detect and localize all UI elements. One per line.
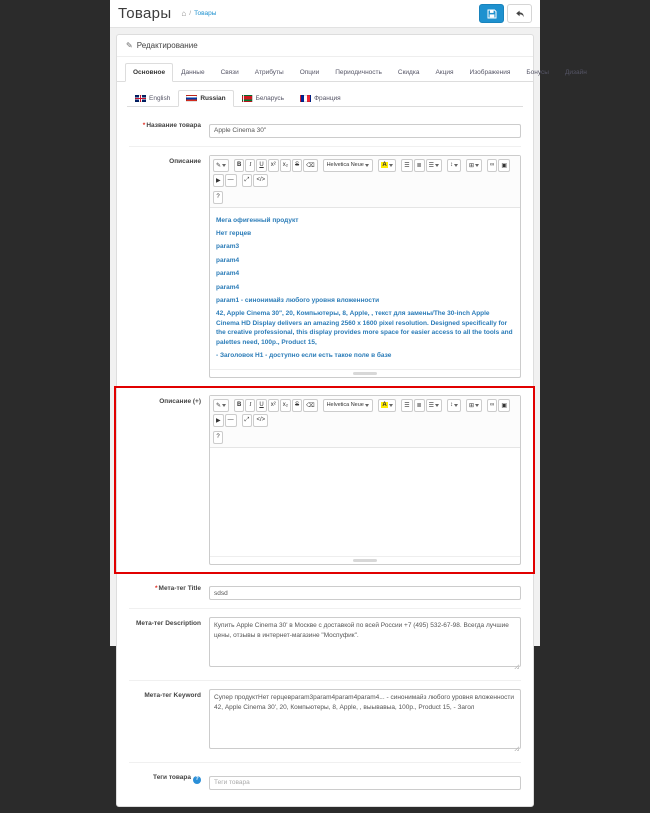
meta-title-input[interactable] (209, 586, 521, 600)
caret-down-icon (365, 164, 369, 167)
caret-down-icon (475, 164, 479, 167)
paragraph-align-icon[interactable]: ☰ (426, 159, 442, 172)
lang-tab-france[interactable]: Франция (292, 90, 349, 107)
reply-icon (515, 9, 525, 19)
italic-icon[interactable]: I (245, 399, 255, 412)
font-color-icon[interactable]: A (378, 159, 396, 172)
eraser-icon[interactable]: ⌫ (303, 399, 317, 412)
help-icon[interactable]: ? (213, 191, 223, 204)
caret-down-icon (475, 404, 479, 407)
fullscreen-icon[interactable]: ⤢ (242, 174, 253, 187)
pencil-icon: ✎ (126, 41, 133, 50)
description-text-line: param4 (216, 270, 240, 278)
description-plus-editor-toolbar (210, 396, 520, 448)
picture-icon[interactable]: ▣ (498, 159, 510, 172)
meta-keyword-row (129, 680, 521, 762)
resize-grip (353, 559, 377, 562)
help-icon[interactable]: ? (193, 776, 201, 784)
horizontal-rule-icon[interactable]: — (225, 414, 237, 427)
tab-recurring[interactable]: Периодичность (335, 69, 382, 76)
caret-down-icon (454, 404, 458, 407)
code-view-icon[interactable]: </> (253, 174, 268, 187)
description-text-line: - Заголовок H1 - доступно если есть такое поле в базе (216, 352, 392, 360)
tab-data[interactable]: Данные (181, 69, 205, 76)
help-icon[interactable]: ? (213, 431, 223, 444)
ordered-list-icon[interactable]: ≣ (414, 159, 425, 172)
description-text-line: param4 (216, 283, 240, 291)
caret-down-icon (365, 404, 369, 407)
eraser-icon[interactable]: ⌫ (303, 159, 317, 172)
table-icon[interactable]: ⊞ (466, 399, 482, 412)
france-flag-icon (300, 95, 311, 102)
tab-design[interactable]: Дизайн (564, 69, 587, 76)
lang-tab-belarus[interactable]: Беларусь (234, 90, 292, 107)
tab-attributes[interactable]: Атрибуты (254, 69, 284, 76)
meta-description-label: Мета-тег Description (136, 620, 201, 628)
description-plus-editor (209, 395, 521, 565)
uk-flag-icon (135, 95, 146, 102)
tab-links[interactable]: Связи (220, 69, 239, 76)
description-plus-row (129, 386, 521, 573)
panel-heading (117, 35, 533, 57)
resize-grip (353, 372, 377, 375)
font-family-select[interactable]: Helvetica Neue (323, 399, 373, 412)
russia-flag-icon (186, 95, 197, 102)
product-tags-input[interactable] (209, 776, 521, 790)
product-tags-row (129, 762, 521, 798)
meta-description-textarea[interactable] (209, 617, 521, 667)
tab-bonus[interactable]: Бонусы (526, 69, 549, 76)
underline-icon[interactable]: U (256, 159, 266, 172)
meta-description-row (129, 608, 521, 680)
description-text-line: param3 (216, 243, 240, 251)
description-editor-toolbar (210, 156, 520, 208)
tab-discount[interactable]: Скидка (397, 69, 420, 76)
tab-images[interactable]: Изображения (469, 69, 511, 76)
language-tab-bar (127, 90, 523, 107)
code-view-icon[interactable]: </> (253, 414, 268, 427)
breadcrumb: ⌂ / Товары (181, 9, 217, 18)
link-icon[interactable]: ∞ (487, 399, 497, 412)
superscript-icon[interactable]: x² (268, 399, 279, 412)
meta-keyword-label: Мета-тег Keyword (144, 692, 201, 700)
tab-options[interactable]: Опции (299, 69, 320, 76)
description-text-line: param1 - синонимайз любого уровня вложенности (216, 297, 380, 305)
line-height-icon[interactable]: ↕ (447, 159, 461, 172)
save-button[interactable] (479, 4, 504, 23)
font-color-icon[interactable]: A (378, 399, 396, 412)
caret-down-icon (435, 404, 439, 407)
description-label: Описание (169, 157, 201, 165)
horizontal-rule-icon[interactable]: — (225, 174, 237, 187)
magic-style-icon[interactable]: ✎ (213, 399, 229, 412)
editor-resize-bar[interactable] (210, 369, 520, 377)
admin-page-column (110, 0, 587, 783)
paragraph-align-icon[interactable]: ☰ (426, 399, 442, 412)
description-text-line: Мега офигенный продукт (216, 216, 299, 224)
magic-style-icon[interactable]: ✎ (213, 159, 229, 172)
meta-title-label: *Мета-тег Title (155, 584, 201, 592)
unordered-list-icon[interactable]: ☰ (401, 399, 412, 412)
bold-icon[interactable]: B (234, 399, 244, 412)
home-icon[interactable]: ⌂ (181, 9, 187, 18)
lang-tab-russian[interactable]: Russian (178, 90, 233, 107)
tab-special[interactable]: Акция (435, 69, 454, 76)
unordered-list-icon[interactable]: ☰ (401, 159, 412, 172)
video-icon[interactable]: ▶ (213, 174, 224, 187)
description-plus-label: Описание (+) (159, 397, 201, 405)
description-editor (209, 155, 521, 378)
meta-keyword-textarea[interactable] (209, 689, 521, 749)
edit-panel (116, 34, 587, 807)
product-tags-label: Теги товара ? (129, 771, 209, 790)
save-icon (487, 9, 497, 19)
product-name-label: *Название товара (142, 122, 201, 129)
ordered-list-icon[interactable]: ≣ (414, 399, 425, 412)
back-button[interactable] (507, 4, 532, 23)
font-family-select[interactable]: Helvetica Neue (323, 159, 373, 172)
line-height-icon[interactable]: ↕ (447, 399, 461, 412)
subscript-icon[interactable]: x₂ (280, 399, 291, 412)
subscript-icon[interactable]: x₂ (280, 159, 291, 172)
picture-icon[interactable]: ▣ (498, 399, 510, 412)
fullscreen-icon[interactable]: ⤢ (242, 414, 253, 427)
description-text-line: param4 (216, 256, 240, 264)
panel-title: Редактирование (136, 41, 198, 50)
breadcrumb-link[interactable]: Товары (194, 10, 217, 17)
product-name-input[interactable] (209, 124, 521, 138)
caret-down-icon (222, 164, 226, 167)
product-name-row (129, 111, 521, 146)
lang-tab-english[interactable]: English (127, 90, 178, 107)
video-icon[interactable]: ▶ (213, 414, 224, 427)
description-plus-editor-content[interactable] (210, 448, 520, 556)
strikethrough-icon[interactable]: S (292, 399, 302, 412)
description-text-line: 42, Apple Cinema 30", 20, Компьютеры, 8, Apple, , текст для замены/The 30-inch Apple Cinema HD Display delivers an amazing 2560 x 1600 pixel resolution. Designed specifically for the creative professional, this display provides more space for easier access to all the tools and palettes need, 100p., Product 15, (216, 310, 513, 346)
page-title: Товары (118, 5, 172, 22)
description-row (129, 146, 521, 386)
tab-general[interactable]: Основное (125, 63, 173, 82)
belarus-flag-icon (242, 95, 253, 102)
caret-down-icon (435, 164, 439, 167)
underline-icon[interactable]: U (256, 399, 266, 412)
bold-icon[interactable]: B (234, 159, 244, 172)
caret-down-icon (454, 164, 458, 167)
description-text-line: Нет герцев (216, 229, 252, 237)
meta-title-row (129, 573, 521, 609)
link-icon[interactable]: ∞ (487, 159, 497, 172)
superscript-icon[interactable]: x² (268, 159, 279, 172)
caret-down-icon (389, 164, 393, 167)
page-header (110, 0, 540, 28)
table-icon[interactable]: ⊞ (466, 159, 482, 172)
caret-down-icon (222, 404, 226, 407)
main-tab-bar (117, 57, 587, 82)
italic-icon[interactable]: I (245, 159, 255, 172)
strikethrough-icon[interactable]: S (292, 159, 302, 172)
caret-down-icon (389, 404, 393, 407)
description-editor-content[interactable] (210, 208, 520, 369)
editor-resize-bar[interactable] (210, 556, 520, 564)
